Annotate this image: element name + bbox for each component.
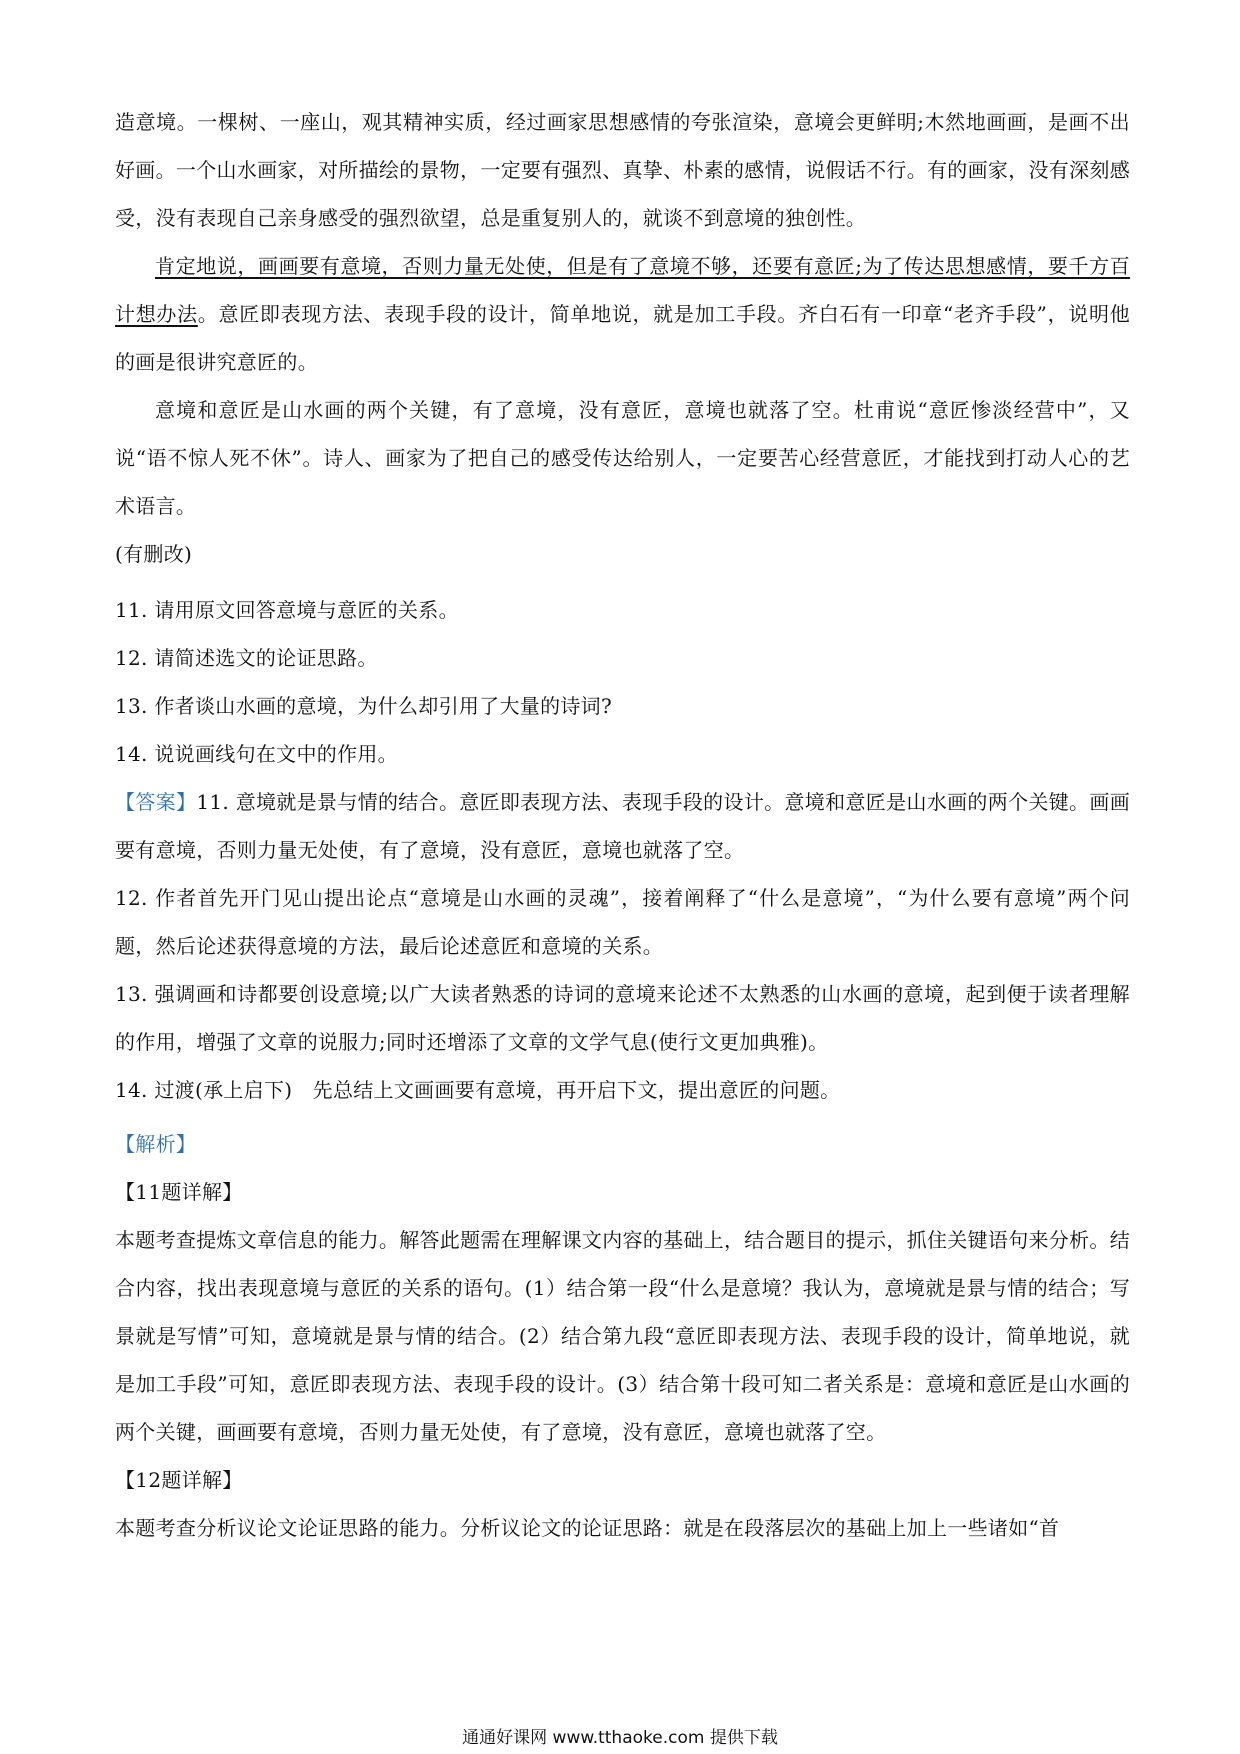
passage-paragraph-2-rest: 。意匠即表现方法、表现手段的设计，简单地说，就是加工手段。齐白石有一印章“老齐手段”，说明他的画是很讲究意匠的。 — [115, 302, 1130, 374]
answer-12: 12. 作者首先开门见山提出论点“意境是山水画的灵魂”，接着阐释了“什么是意境”，“为什么要有意境”两个问题，然后论述获得意境的方法，最后论述意匠和意境的关系。 — [115, 886, 1130, 958]
source-note: (有删改) — [115, 542, 193, 566]
answer-13: 13. 强调画和诗都要创设意境;以广大读者熟悉的诗词的意境来论述不太熟悉的山水画的意境，起到便于读者理解的作用，增强了文章的说服力;同时还增添了文章的文学气息(使行文更加典雅)。 — [115, 982, 1130, 1054]
passage-paragraph-3: 意境和意匠是山水画的两个关键，有了意境，没有意匠，意境也就落了空。杜甫说“意匠惨淡经营中”，又说“语不惊人死不休”。诗人、画家为了把自己的感受传达给别人，一定要苦心经营意匠，才能找到打动人心的艺术语言。 — [115, 398, 1130, 518]
analysis-heading-11: 【11题详解】 — [115, 1180, 243, 1204]
analysis-detail-11: 本题考查提炼文章信息的能力。解答此题需在理解课文内容的基础上，结合题目的提示，抓住关键语句来分析。结合内容，找出表现意境与意匠的关系的语句。(1）结合第一段“什么是意境？我认为，意境就是景与情的结合；写景就是写情”可知，意境就是景与情的结合。(2）结合第九段“意匠即表现方法、表现手段的设计，简单地说，就是加工手段”可知，意匠即表现方法、表现手段的设计。(3）结合第十段可知二者关系是：意境和意匠是山水画的两个关键，画画要有意境，否则力量无处使，有了意境，没有意匠，意境也就落了空。 — [115, 1228, 1130, 1444]
passage-paragraph-1: 造意境。一棵树、一座山，观其精神实质，经过画家思想感情的夸张渲染，意境会更鲜明;木然地画画，是画不出好画。一个山水画家，对所描绘的景物，一定要有强烈、真挚、朴素的感情，说假话不行。有的画家，没有深刻感受，没有表现自己亲身感受的强烈欲望，总是重复别人的，就谈不到意境的独创性。 — [115, 110, 1130, 230]
answer-tag: 【答案】 — [115, 790, 197, 814]
question-14: 14. 说说画线句在文中的作用。 — [115, 742, 398, 766]
answer-14: 14. 过渡(承上启下) 先总结上文画画要有意境，再开启下文，提出意匠的问题。 — [115, 1078, 841, 1102]
answer-section — [115, 778, 1130, 1114]
question-11: 11. 请用原文回答意境与意匠的关系。 — [115, 598, 459, 622]
page-footer: 通通好课网 www.tthaoke.com 提供下载 — [462, 1728, 778, 1748]
underlined-sentence: 肯定地说，画画要有意境，否则力量无处使，但是有了意境不够，还要有意匠;为了传达思想感情，要千方百计想办法 — [115, 254, 1130, 326]
passage-paragraph-2 — [115, 242, 1130, 386]
analysis-detail-12: 本题考查分析议论文论证思路的能力。分析议论文的论证思路：就是在段落层次的基础上加上一些诸如“首 — [115, 1516, 1060, 1540]
analysis-heading-12: 【12题详解】 — [115, 1468, 243, 1492]
answer-11 — [115, 778, 1130, 874]
question-12: 12. 请简述选文的论证思路。 — [115, 646, 378, 670]
question-list — [115, 586, 1130, 778]
analysis-section — [115, 1120, 1130, 1552]
question-13: 13. 作者谈山水画的意境，为什么却引用了大量的诗词? — [115, 694, 612, 718]
answer-11-text: 11. 意境就是景与情的结合。意匠即表现方法、表现手段的设计。意境和意匠是山水画的两个关键。画画要有意境，否则力量无处使，有了意境，没有意匠，意境也就落了空。 — [115, 790, 1130, 862]
analysis-tag: 【解析】 — [115, 1132, 197, 1156]
reading-passage — [115, 98, 1130, 578]
